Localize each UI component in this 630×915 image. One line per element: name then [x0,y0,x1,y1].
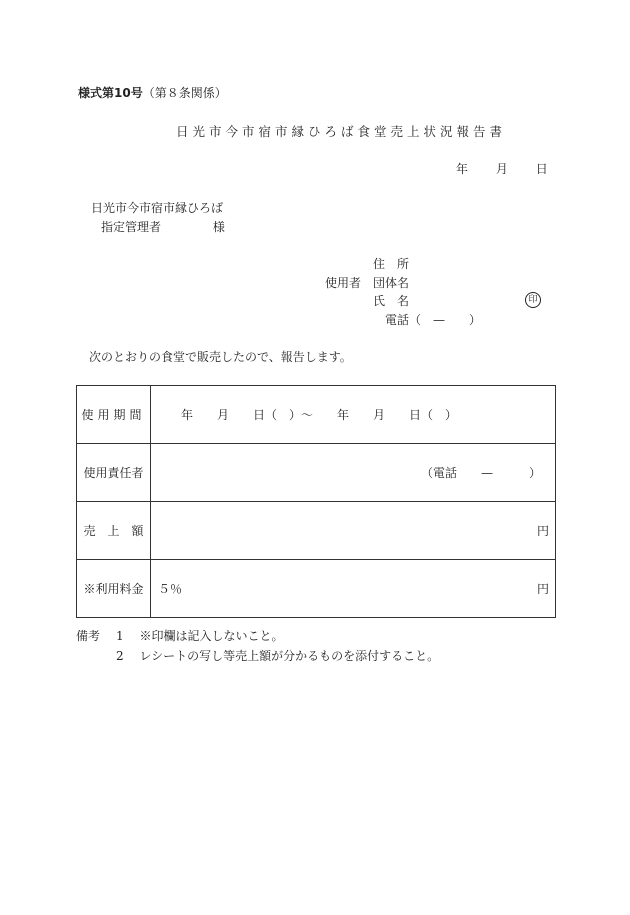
sales-label: 売 上 額 [77,502,151,560]
intro-text: 次のとおりの食堂で販売したので、報告します。 [89,350,352,364]
fee-field[interactable] [151,560,556,618]
addressee-line1: 日光市今市宿市縁ひろば [91,201,224,215]
date-year-label: 年 [456,162,469,176]
responsible-phone: （電話 — ） [421,466,542,480]
period-field[interactable] [151,386,556,444]
date-month-label: 月 [495,162,508,176]
period-value: 年 月 日（ ）～ 年 月 日（ ） [181,408,458,422]
table-row-responsible [77,444,556,502]
applicant-group-label: 団体名 [373,276,410,290]
note-text: レシートの写し等売上額が分かるものを添付すること。 [139,649,440,663]
addressee-honorific: 様 [212,220,225,234]
table-row-sales [77,502,556,560]
note-number: 2 [116,649,124,663]
form-number-line [78,84,227,101]
applicant-address-label: 住 所 [373,257,410,271]
applicant-name-label: 氏 名 [373,294,410,308]
date-day-label: 日 [535,162,548,176]
fee-rate: ５％ [158,582,183,596]
note-item [116,627,283,644]
table-row-fee [77,560,556,618]
responsible-label: 使用責任者 [77,444,151,502]
addressee-line2 [101,218,225,235]
date-line [456,160,548,177]
note-number: 1 [116,629,124,643]
sales-unit: 円 [536,524,549,538]
responsible-field[interactable] [151,444,556,502]
period-label: 使用期間 [77,386,151,444]
fee-unit: 円 [536,582,549,596]
document-title: 日光市今市宿市縁ひろば食堂売上状況報告書 [176,124,507,139]
table-row-period [77,386,556,444]
fee-label: ※利用料金 [77,560,151,618]
note-text: ※印欄は記入しないこと。 [139,629,284,643]
note-item [116,647,439,664]
applicant-phone-label: 電話（ — ） [385,313,482,327]
form-related-article: （第８条関係） [142,86,227,100]
sales-field[interactable] [151,502,556,560]
seal-icon: 印 [525,292,541,308]
form-number: 様式第10号 [78,86,143,100]
report-table [76,385,556,618]
addressee-title: 指定管理者 [101,220,162,234]
notes-heading: 備考 [76,629,101,643]
applicant-user-label: 使用者 [325,276,362,290]
